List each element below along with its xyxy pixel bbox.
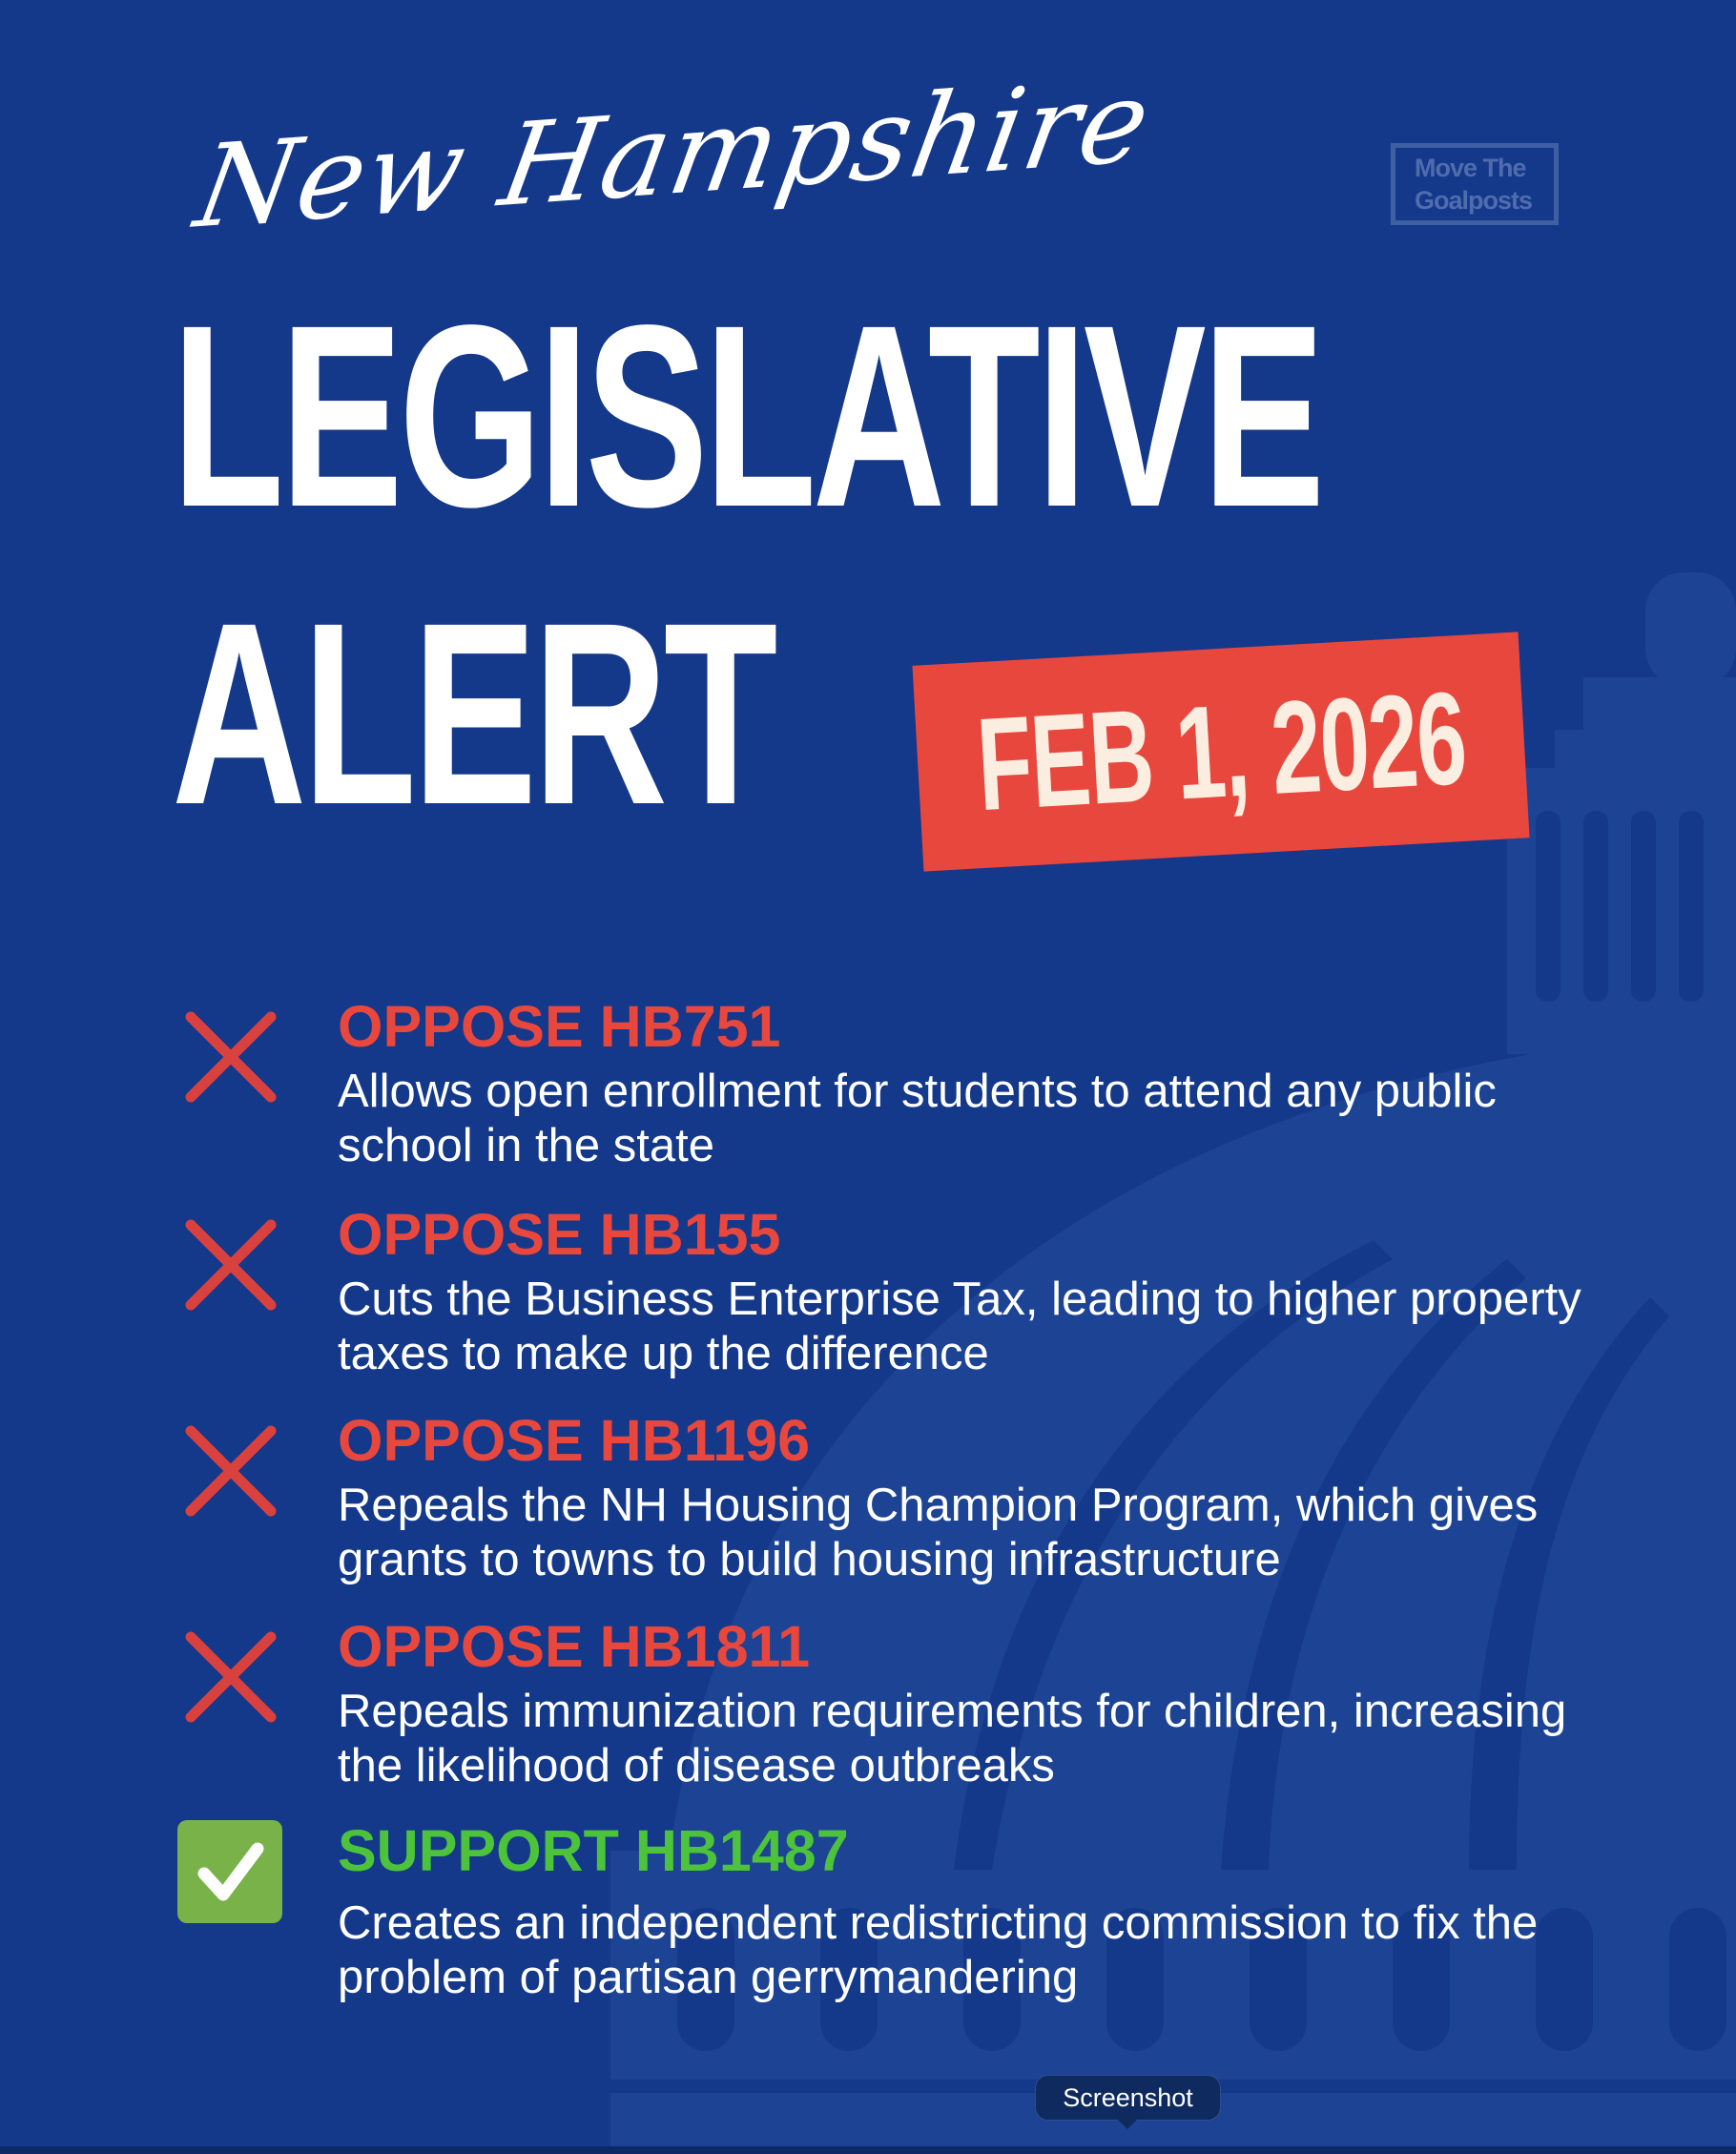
bill-description: Cuts the Business Enterprise Tax, leading to higher property taxes to make up the difference xyxy=(338,1274,1581,1379)
x-icon xyxy=(177,1624,284,1730)
x-icon xyxy=(177,1004,284,1110)
state-script-title: New Hampshire xyxy=(187,53,1162,255)
bill-title: OPPOSE HB155 xyxy=(338,1202,781,1267)
bill-title: SUPPORT HB1487 xyxy=(338,1818,849,1883)
check-icon xyxy=(177,1820,282,1923)
headline-alert: ALERT xyxy=(172,569,775,859)
bill-title: OPPOSE HB751 xyxy=(338,994,781,1059)
tooltip-arrow xyxy=(1118,2120,1137,2129)
logo-line-2: Goalposts xyxy=(1415,186,1533,215)
bottom-edge xyxy=(0,2146,1736,2154)
x-icon xyxy=(177,1418,284,1524)
bill-description: Repeals the NH Housing Champion Program, which gives grants to towns to build housing infrastructure xyxy=(338,1480,1539,1585)
x-icon xyxy=(177,1212,284,1318)
bill-description: Creates an independent redistricting commission to fix the problem of partisan gerrymandering xyxy=(338,1897,1539,2003)
move-the-goalposts-logo xyxy=(1391,143,1559,225)
bill-title: OPPOSE HB1196 xyxy=(338,1408,811,1473)
bill-description: Allows open enrollment for students to attend any public school in the state xyxy=(338,1066,1497,1171)
screenshot-tooltip[interactable]: Screenshot xyxy=(1035,2075,1221,2121)
date-tag xyxy=(912,632,1529,871)
bill-title: OPPOSE HB1811 xyxy=(338,1614,811,1679)
headline-legislative: LEGISLATIVE xyxy=(172,271,1321,561)
logo-line-1: Move The xyxy=(1415,154,1526,182)
bill-description: Repeals immunization requirements for children, increasing the likelihood of disease outbreaks xyxy=(338,1686,1567,1792)
date-text: FEB 1, 2026 xyxy=(973,664,1469,839)
